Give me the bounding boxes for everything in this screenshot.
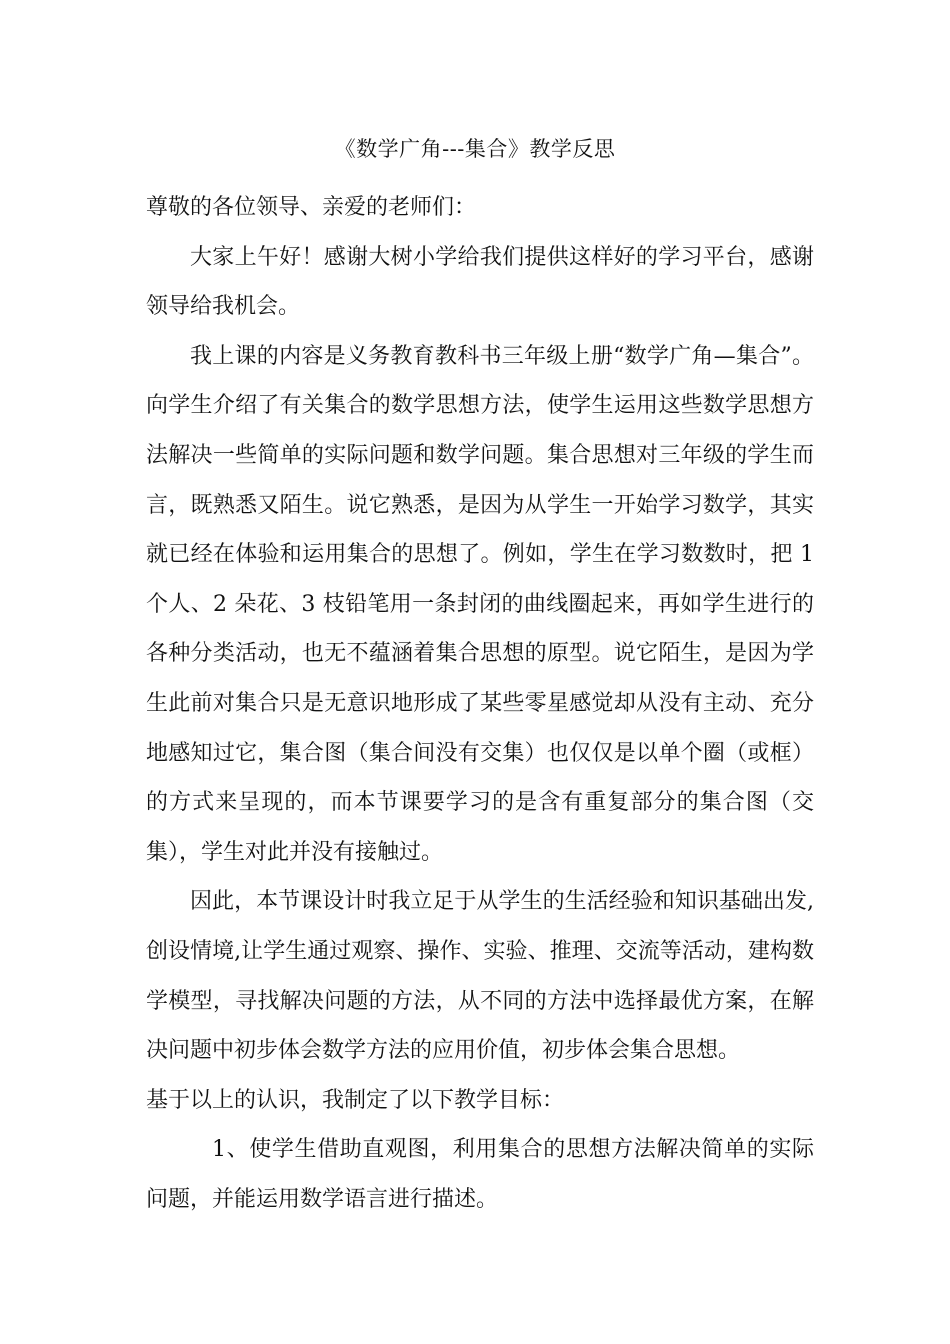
goal-item: 1、使学生借助直观图，利用集合的思想方法解决简单的实际问题，并能运用数学语言进行描述。: [146, 1137, 814, 1212]
paragraph-lesson-content: 我上课的内容是义务教育教科书三年级上册“数学广角—集合”。向学生介绍了有关集合的数学思想方法，使学生运用这些数学思想方法解决一些简单的实际问题和数学问题。集合思想对三年级的学生而言，既熟悉又陌生。说它熟悉，是因为从学生一开始学习数学，其实就已经在体验和运用集合的思想了。例如，学生在学习数数时，把 1 个人、2 朵花、3 枝铅笔用一条封闭的曲线圈起来，再如学生进行的各种分类活动，也无不蕴涵着集合思想的原型。说它陌生，是因为学生此前对集合只是无意识地形成了某些零星感觉却从没有主动、充分地感知过它，集合图（集合间没有交集）也仅仅是以单个圈（或框）的方式来呈现的，而本节课要学习的是含有重复部分的集合图（交集），学生对此并没有接触过。: [146, 343, 814, 865]
paragraph-lesson-design: 因此，本节课设计时我立足于从学生的生活经验和知识基础出发,创设情境,让学生通过观察、操作、实验、推理、交流等活动，建构数学模型，寻找解决问题的方法，从不同的方法中选择最优方案，在解决问题中初步体会数学方法的应用价值，初步体会集合思想。: [146, 889, 814, 1064]
document-body: [146, 183, 814, 1224]
document-title: 《数学广角---集合》教学反思: [334, 137, 616, 161]
paragraph-greeting: 大家上午好！感谢大树小学给我们提供这样好的学习平台，感谢领导给我机会。: [146, 244, 814, 320]
salutation: 尊敬的各位领导、亲爱的老师们：: [146, 195, 477, 220]
goals-intro: 基于以上的认识，我制定了以下教学目标：: [146, 1087, 565, 1113]
